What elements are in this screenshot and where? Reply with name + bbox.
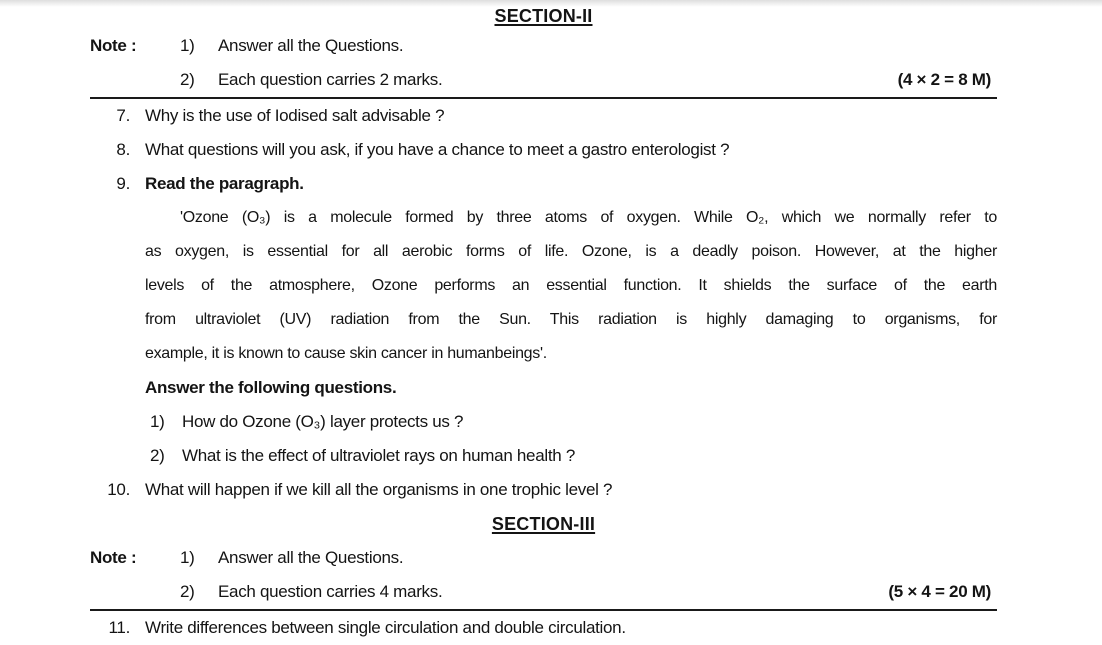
subquestion-text: What is the effect of ultraviolet rays on human health ? xyxy=(182,446,576,465)
section2-heading xyxy=(90,0,997,29)
subquestion-2 xyxy=(150,439,997,473)
question-9 xyxy=(90,167,997,201)
note-item-number: 2) xyxy=(180,582,195,601)
question-8 xyxy=(90,133,997,167)
question-number: 10. xyxy=(107,480,130,499)
question-10 xyxy=(90,473,997,507)
question-number: 7. xyxy=(116,106,130,125)
question-7 xyxy=(90,99,997,133)
section3-note xyxy=(90,541,997,609)
section2-marks-total: (4 × 2 = 8 M) xyxy=(897,70,991,89)
section3-marks-total: (5 × 4 = 20 M) xyxy=(888,582,991,601)
question-text: Why is the use of Iodised salt advisable ? xyxy=(145,106,445,125)
note-items xyxy=(180,541,997,609)
note-item-text: Each question carries 4 marks. xyxy=(218,582,443,601)
section2-heading-text: SECTION-II xyxy=(494,6,593,26)
note-item xyxy=(180,63,997,97)
note-item xyxy=(180,29,997,63)
note-item-number: 1) xyxy=(180,36,195,55)
note-item-number: 1) xyxy=(180,548,195,567)
note-item xyxy=(180,541,997,575)
note-label: Note : xyxy=(90,36,137,55)
section3-heading xyxy=(90,507,997,541)
paragraph-line: 'Ozone (O₃) is a molecule formed by three atoms of oxygen. While O₂, which we normally refer to xyxy=(180,209,997,226)
subquestion-1 xyxy=(150,405,997,439)
question-number: 8. xyxy=(116,140,130,159)
note-item-text: Answer all the Questions. xyxy=(218,548,404,567)
subquestion-number: 1) xyxy=(150,412,165,431)
answer-following-subheading: Answer the following questions. xyxy=(145,378,397,397)
note-item-text: Each question carries 2 marks. xyxy=(218,70,443,89)
question-text: Write differences between single circulation and double circulation. xyxy=(145,618,626,637)
subquestion-text: How do Ozone (O₃) layer protects us ? xyxy=(182,412,464,431)
note-item xyxy=(180,575,997,609)
note-item-text: Answer all the Questions. xyxy=(218,36,404,55)
paragraph-line: as oxygen, is essential for all aerobic forms of life. Ozone, is a deadly poison. However, at the higher xyxy=(145,243,997,260)
question-text: What will happen if we kill all the organisms in one trophic level ? xyxy=(145,480,613,499)
page-content xyxy=(90,0,997,645)
note-items xyxy=(180,29,997,97)
paragraph-line: from ultraviolet (UV) radiation from the Sun. This radiation is highly damaging to organisms, for xyxy=(145,311,997,328)
question-number: 11. xyxy=(108,618,130,637)
section2-note xyxy=(90,29,997,97)
note-item-number: 2) xyxy=(180,70,195,89)
subquestion-number: 2) xyxy=(150,446,165,465)
paragraph-line: example, it is known to cause skin cancer in humanbeings'. xyxy=(145,345,547,362)
question-text: What questions will you ask, if you have a chance to meet a gastro enterologist ? xyxy=(145,140,730,159)
section3-heading-text: SECTION-III xyxy=(491,514,596,534)
paragraph-line: levels of the atmosphere, Ozone performs an essential function. It shields the surface of the earth xyxy=(145,277,997,294)
question-number: 9. xyxy=(116,174,130,193)
question-text: Read the paragraph. xyxy=(145,174,304,193)
note-label: Note : xyxy=(90,548,137,567)
